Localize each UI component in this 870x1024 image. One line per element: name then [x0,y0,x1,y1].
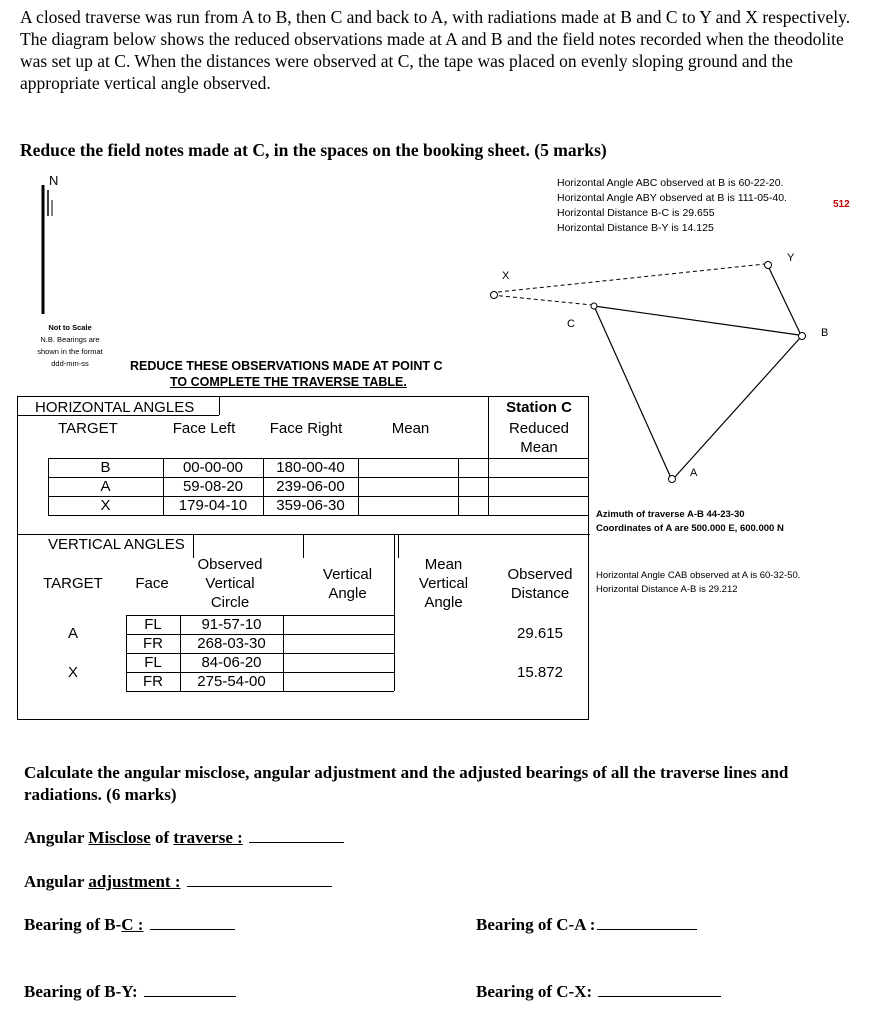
hz-row-face-left: 59-08-20 [182,478,244,495]
info-station-a [596,569,800,597]
hz-row-target: A [100,478,111,495]
vert-row-distance: 15.872 [517,664,563,681]
vert-header-line: Mean [424,556,463,573]
question-word: Bearing of C-X: [476,982,593,1001]
info-line: Horizontal Angle ABY observed at B is 111-05-40. [557,192,787,204]
header-face-right: Face Right [269,420,343,437]
answer-blank-bearing-cx[interactable] [598,982,721,997]
traverse-line-c-a [594,306,671,478]
scale-note-line: Not to Scale [48,323,92,332]
vert-header-line: Vertical [322,566,373,583]
question-word: Bearing of B-Y: [24,982,138,1001]
radiation-line-x-y [498,264,765,292]
question-word: Bearing of B- [24,915,122,934]
header-reduced-mean-line: Mean [520,439,558,456]
hz-row-face-right: 239-06-00 [276,478,345,495]
question-angular-adjustment [24,872,332,892]
reduce-title-line: REDUCE THESE OBSERVATIONS MADE AT POINT C [130,359,443,373]
vertical-angles-title: VERTICAL ANGLES [48,536,185,553]
answer-blank-bearing-by[interactable] [144,982,236,997]
vert-header-observed-distance [492,565,588,603]
header-reduced-mean [488,419,590,457]
question-word: Angular [24,872,85,891]
vert-row-circle-fl: 84-06-20 [201,654,262,671]
info-line: Horizontal Distance A-B is 29.212 [596,584,738,595]
instruction-calculate: Calculate the angular misclose, angular adjustment and the adjusted bearings of all the traverse lines and radiations. (6 marks) [24,763,789,804]
azimuth-line: Azimuth of traverse A-B 44-23-30 [596,509,745,520]
point-label-a: A [690,467,698,479]
vert-header-observed-circle [180,555,280,612]
vert-header-line: Distance [510,585,570,602]
hz-row-face-left: 179-04-10 [178,497,248,514]
vert-header-line: Vertical [418,575,469,592]
vert-header-line: Observed [507,566,573,583]
answer-blank-misclose[interactable] [249,828,344,843]
traverse-line-c-b [594,306,799,335]
question-angular-misclose [24,828,344,848]
header-face-left: Face Left [172,420,236,437]
info-line: Horizontal Angle CAB observed at A is 60-32-50. [596,570,801,581]
vert-row-circle-fr: 275-54-00 [197,673,266,690]
point-label-c: C [567,318,575,330]
vert-row-target: X [67,664,78,681]
station-marker-a [669,476,676,483]
answer-blank-bearing-bc[interactable] [150,915,235,930]
info-line: Horizontal Distance B-Y is 14.125 [557,222,714,234]
reduce-title [130,358,443,390]
point-label-x: X [502,270,510,282]
azimuth-note [596,508,784,536]
question-word: adjustment : [88,872,181,891]
reduce-title-line: TO COMPLETE THE TRAVERSE TABLE. [170,375,407,389]
vert-row-face-fl: FL [144,654,162,671]
answer-blank-adjustment[interactable] [187,872,332,887]
booking-sheet [17,396,589,720]
info-line: Horizontal Distance B-C is 29.655 [557,207,715,219]
header-mean: Mean [391,420,430,437]
scale-note-line: ddd-mm-ss [51,359,89,368]
vert-row-circle-fl: 91-57-10 [201,616,262,633]
hz-row-face-right: 180-00-40 [276,459,345,476]
header-target: TARGET [58,420,118,437]
intro-paragraph-2: The diagram below shows the reduced observations made at A and B and the field notes recorded when the theodolite was set up at C. When the distances were observed at C, the tape was placed on evenly sloping ground and the appropriate vertical angle observed. [20,29,844,93]
vert-header-line: Circle [210,594,250,611]
point-label-y: Y [787,252,795,264]
north-label: N [49,173,59,188]
question-bearing-by [24,982,236,1002]
vert-header-target: TARGET [43,575,103,592]
hz-row-face-left: 00-00-00 [182,459,244,476]
vert-header-line: Angle [424,594,463,611]
vert-header-mean-vertical-angle [396,555,491,612]
station-title: Station C [506,399,572,416]
question-word: Angular [24,828,85,847]
vert-row-target: A [67,625,78,642]
question-word: C : [121,915,144,934]
scale-note [20,322,120,370]
traverse-line-a-b [674,338,800,478]
station-marker-c [591,303,597,309]
traverse-line-y-b [769,268,800,333]
intro-paragraph-1: A closed traverse was run from A to B, then C and back to A, with radiations made at B and C to Y and X respectively. [20,7,851,27]
point-label-b: B [821,327,829,339]
vert-row-circle-fr: 268-03-30 [197,635,266,652]
instruction-reduce: Reduce the field notes made at C, in the spaces on the booking sheet. (5 marks) [20,140,607,160]
scale-note-line: shown in the format [37,347,103,356]
vert-header-face: Face [135,575,169,592]
vert-row-face-fl: FL [144,616,162,633]
station-marker-x [491,292,498,299]
horizontal-angles-title: HORIZONTAL ANGLES [35,399,195,416]
station-marker-b [799,333,806,340]
hz-row-target: B [100,459,111,476]
vert-row-distance: 29.615 [517,625,563,642]
station-marker-y [765,262,772,269]
page-number: 512 [833,199,850,210]
question-bearing-ca [476,915,697,935]
vert-header-vertical-angle [300,565,395,603]
header-reduced-mean-line: Reduced [508,420,570,437]
question-bearing-cx [476,982,721,1002]
radiation-line-c-x [492,295,592,305]
answer-blank-bearing-ca[interactable] [597,915,697,930]
scale-note-line: N.B. Bearings are [40,335,100,344]
question-word: Misclose [88,828,151,847]
info-line: Horizontal Angle ABC observed at B is 60-22-20. [557,177,784,189]
vert-row-face-fr: FR [143,673,163,690]
info-station-b [557,176,787,236]
vert-header-line: Vertical [205,575,255,592]
vert-header-line: Angle [328,585,367,602]
hz-row-target: X [100,497,111,514]
question-bearing-bc [24,915,235,935]
vert-row-face-fr: FR [143,635,163,652]
vert-header-line: Observed [197,556,263,573]
question-word: of [154,828,170,847]
coordinates-line: Coordinates of A are 500.000 E, 600.000 N [596,523,784,534]
question-word: traverse : [173,828,243,847]
hz-row-face-right: 359-06-30 [276,497,345,514]
question-word: Bearing of C-A : [476,915,596,934]
